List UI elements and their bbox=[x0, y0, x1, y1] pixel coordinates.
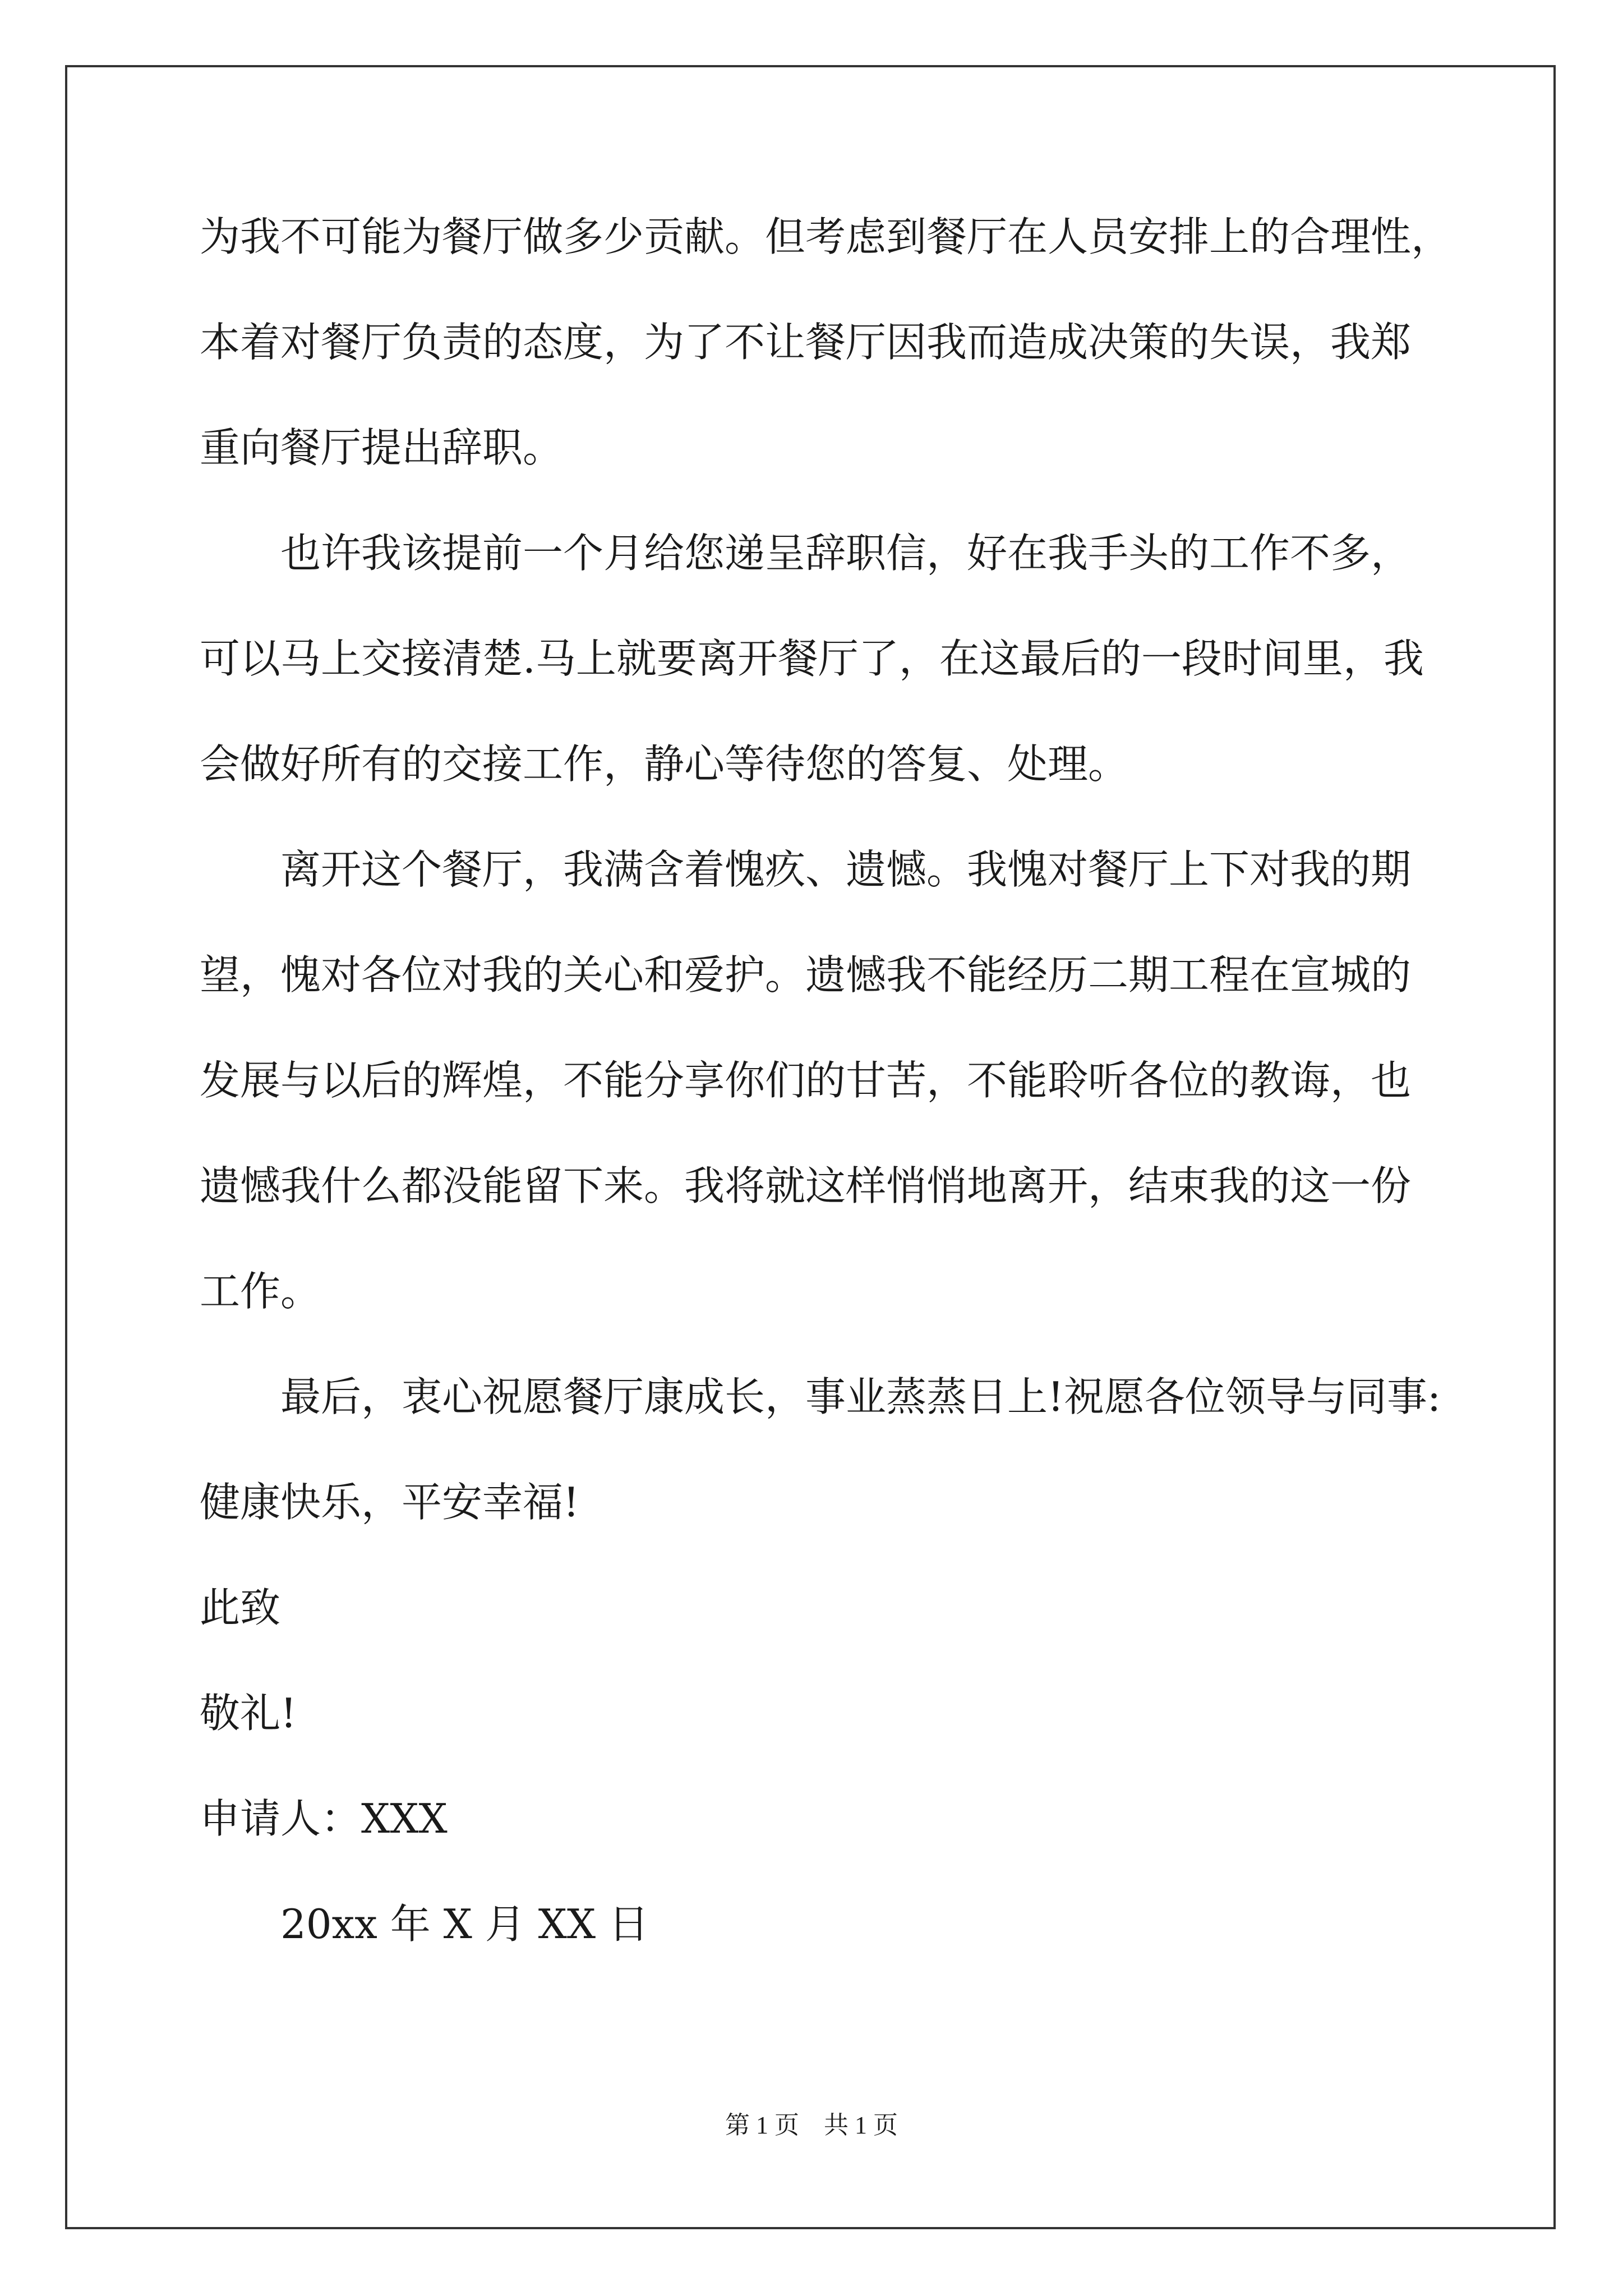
text-line: 离开这个餐厅，我满含着愧疚、遗憾。我愧对餐厅上下对我的期 bbox=[280, 846, 1412, 893]
text-line: 望，愧对各位对我的关心和爱护。遗憾我不能经历二期工程在宣城的 bbox=[200, 951, 1412, 999]
text-line: 最后，衷心祝愿餐厅康成长，事业蒸蒸日上!祝愿各位领导与同事: bbox=[280, 1373, 1441, 1420]
text-line: 也许我该提前一个月给您递呈辞职信，好在我手头的工作不多， bbox=[280, 530, 1412, 577]
text-line: 工作。 bbox=[200, 1268, 321, 1315]
text-line-regards: 敬礼! bbox=[200, 1690, 297, 1737]
page-number-footer: 第 1 页 共 1 页 bbox=[725, 2111, 898, 2139]
text-line: 发展与以后的辉煌，不能分享你们的甘苦，不能聆听各位的教诲，也 bbox=[200, 1057, 1412, 1104]
text-line: 本着对餐厅负责的态度，为了不让餐厅因我而造成决策的失误，我郑 bbox=[200, 319, 1412, 366]
text-line-salutation: 此致 bbox=[200, 1584, 281, 1631]
text-line-applicant: 申请人：XXX bbox=[200, 1795, 448, 1842]
text-line: 重向餐厅提出辞职。 bbox=[200, 424, 564, 471]
text-line: 遗憾我什么都没能留下来。我将就这样悄悄地离开，结束我的这一份 bbox=[200, 1162, 1412, 1209]
text-line: 健康快乐，平安幸福! bbox=[200, 1479, 579, 1526]
text-line: 会做好所有的交接工作，静心等待您的答复、处理。 bbox=[200, 740, 1129, 788]
text-line: 为我不可能为餐厅做多少贡献。但考虑到餐厅在人员安排上的合理性， bbox=[200, 213, 1452, 260]
text-line-date: 20xx 年 X 月 XX 日 bbox=[280, 1901, 649, 1948]
text-line: 可以马上交接清楚.马上就要离开餐厅了，在这最后的一段时间里，我 bbox=[200, 635, 1424, 682]
